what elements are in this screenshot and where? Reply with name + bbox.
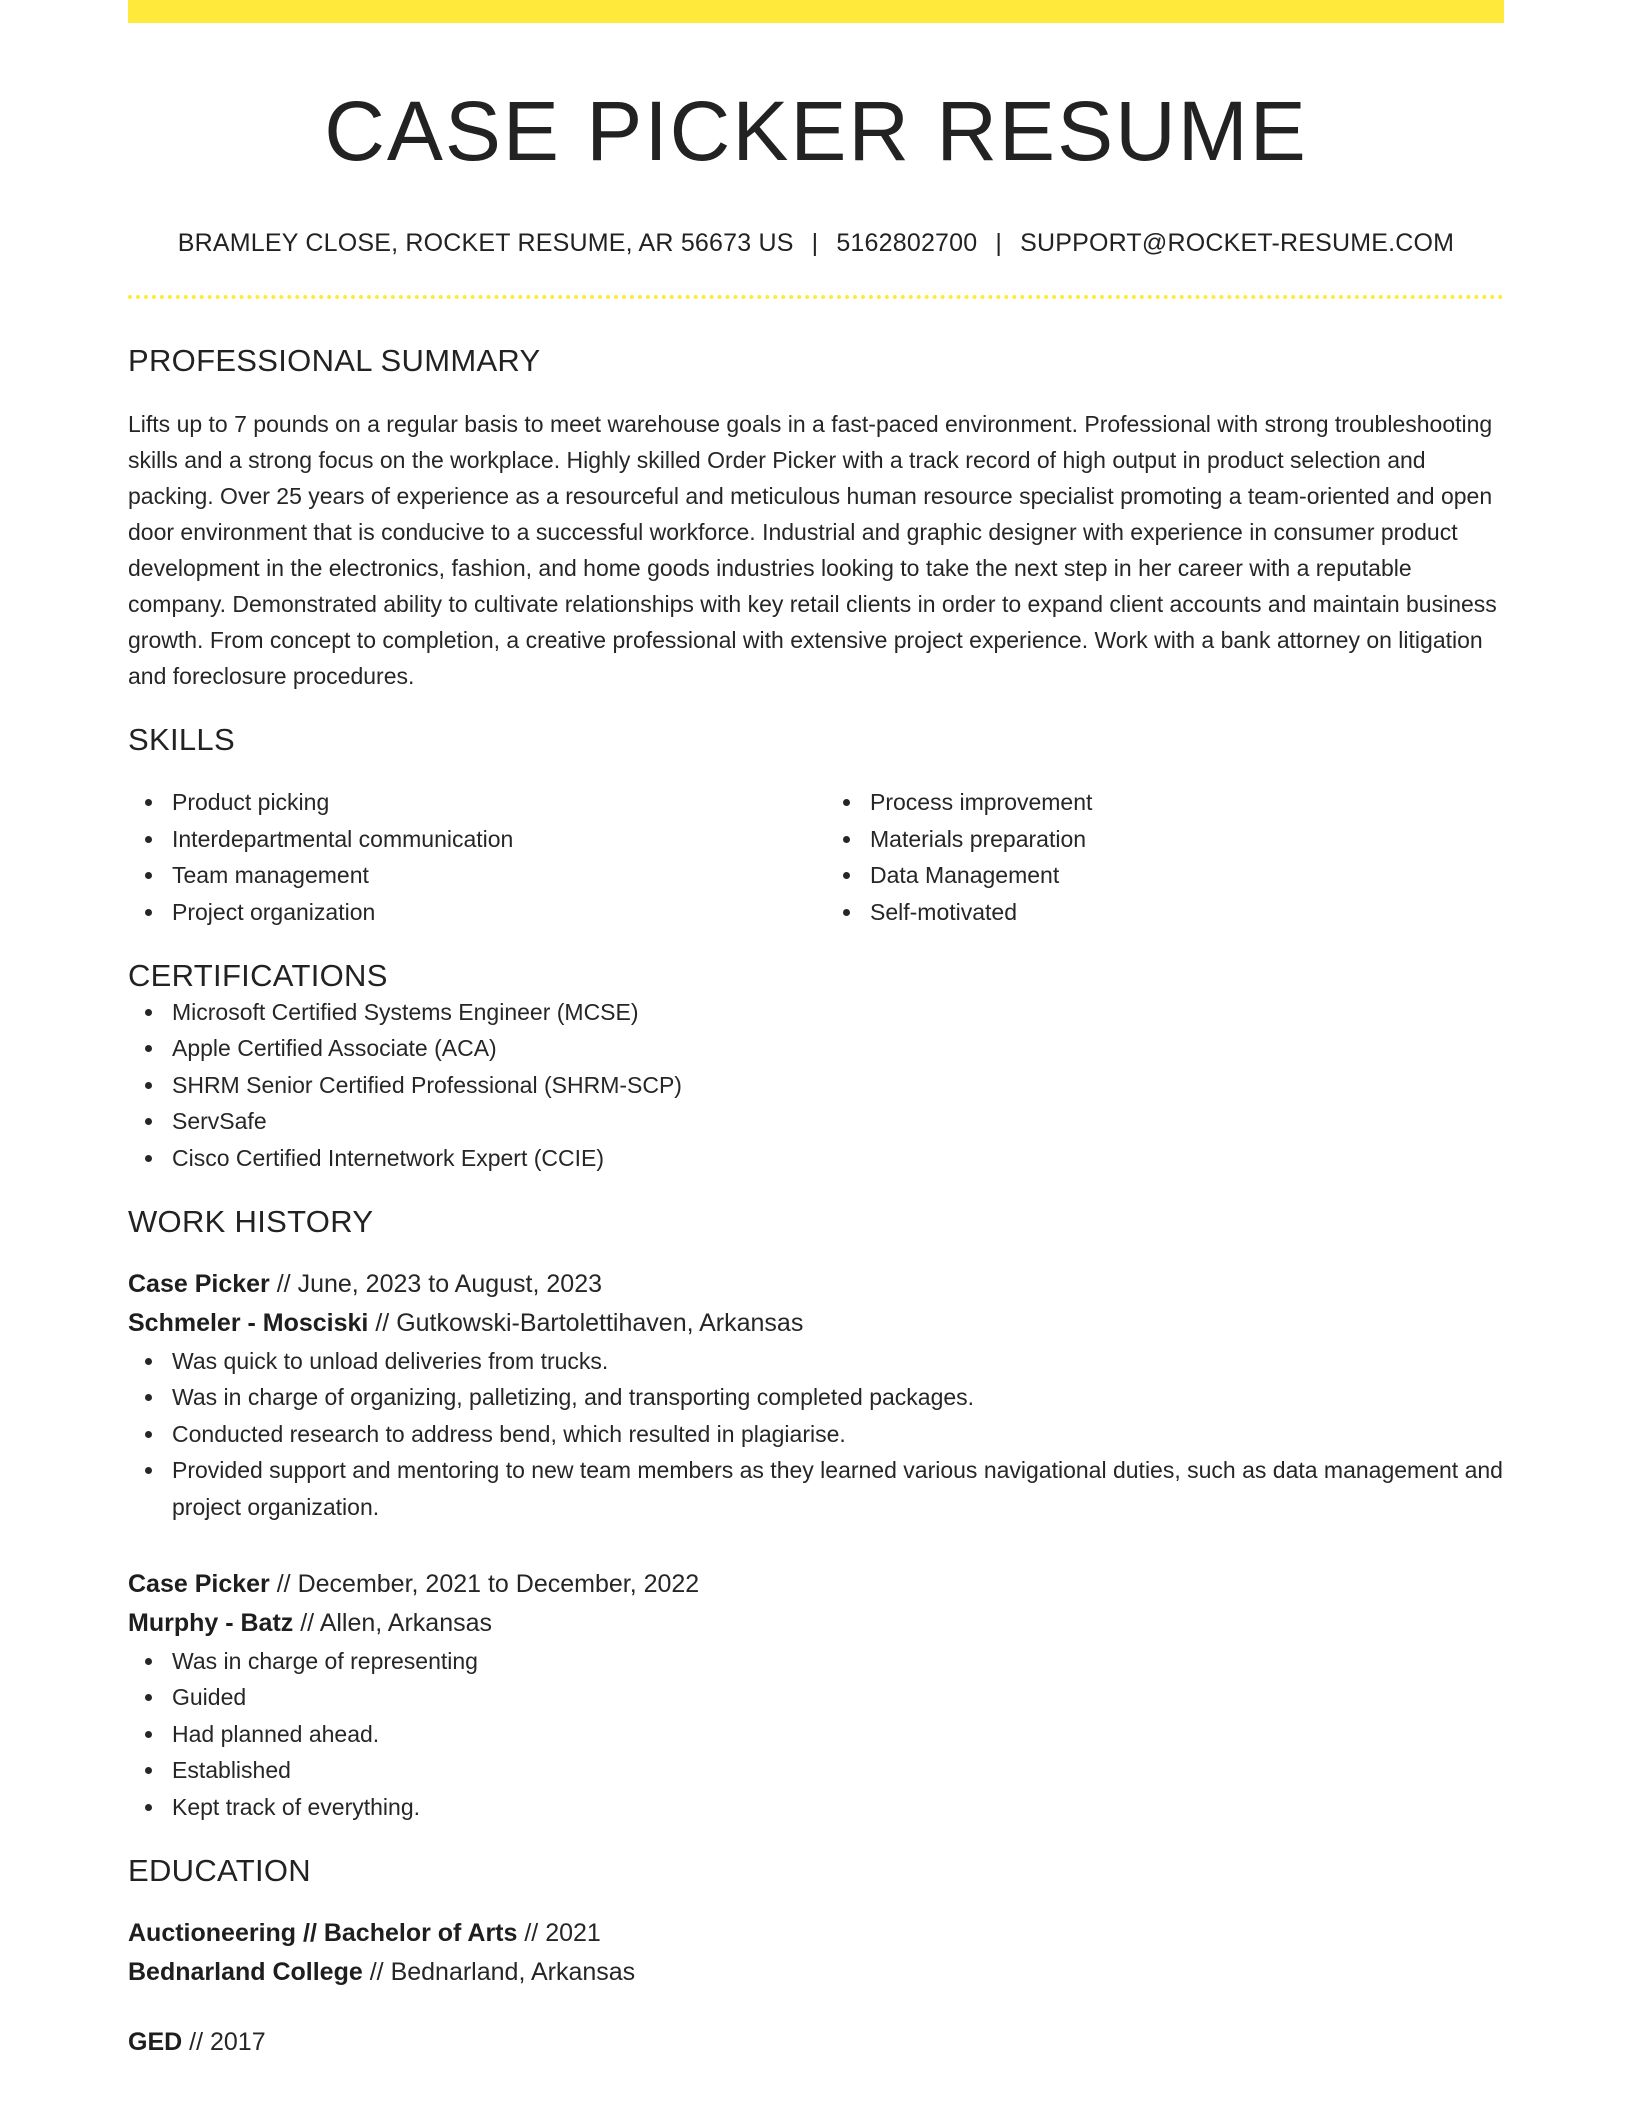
skills-list-left <box>128 784 806 930</box>
job-duty: Conducted research to address bend, which resulted in plagiarise. <box>172 1416 1504 1452</box>
summary-heading: PROFESSIONAL SUMMARY <box>128 343 541 379</box>
skill-item: Process improvement <box>870 784 1504 820</box>
contact-email: SUPPORT@ROCKET-RESUME.COM <box>1020 229 1455 258</box>
education-separator: // <box>517 1919 546 1948</box>
contact-line <box>128 229 1504 258</box>
job-dates: December, 2021 to December, 2022 <box>297 1570 700 1599</box>
job-location: Gutkowski-Bartolettihaven, Arkansas <box>396 1309 804 1338</box>
skill-item: Self-motivated <box>870 894 1504 930</box>
certification-item: Apple Certified Associate (ACA) <box>172 1030 1504 1066</box>
header-divider <box>128 295 1504 299</box>
education-degree: Auctioneering // Bachelor of Arts <box>128 1919 518 1948</box>
top-accent-bar <box>128 0 1504 23</box>
job-company: Murphy - Batz <box>128 1609 294 1638</box>
job-duty: Provided support and mentoring to new team members as they learned various navigational duties, such as data management and project organization. <box>172 1452 1504 1525</box>
certification-item: ServSafe <box>172 1103 1504 1139</box>
skill-item: Data Management <box>870 857 1504 893</box>
job-duty: Was in charge of organizing, palletizing, and transporting completed packages. <box>172 1379 1504 1415</box>
job-entry <box>128 1565 1504 1825</box>
job-location: Allen, Arkansas <box>319 1609 493 1638</box>
resume-title: CASE PICKER RESUME <box>324 84 1308 178</box>
contact-phone: 5162802700 <box>836 229 978 258</box>
job-company-line <box>128 1304 1504 1343</box>
education-separator: // <box>362 1958 391 1987</box>
education-heading: EDUCATION <box>128 1853 311 1889</box>
skills-list-right <box>826 784 1504 930</box>
education-entry <box>128 1914 1504 1992</box>
work-history-heading: WORK HISTORY <box>128 1204 374 1240</box>
skill-item: Materials preparation <box>870 821 1504 857</box>
skill-item: Interdepartmental communication <box>172 821 806 857</box>
job-separator: // <box>293 1609 320 1638</box>
job-entry <box>128 1265 1504 1525</box>
education-degree: GED <box>128 2028 183 2057</box>
job-company-line <box>128 1604 1504 1643</box>
job-title-line <box>128 1265 1504 1304</box>
job-title: Case Picker <box>128 1570 270 1599</box>
certifications-list <box>128 994 1504 1176</box>
job-company: Schmeler - Mosciski <box>128 1309 369 1338</box>
education-year: 2017 <box>209 2028 266 2057</box>
certifications-heading: CERTIFICATIONS <box>128 958 388 994</box>
contact-separator: | <box>811 229 819 258</box>
skill-item: Project organization <box>172 894 806 930</box>
job-duty: Was in charge of representing <box>172 1643 1504 1679</box>
job-duty: Kept track of everything. <box>172 1789 1504 1825</box>
job-duty: Guided <box>172 1679 1504 1715</box>
education-separator: // <box>182 2028 210 2057</box>
education-year: 2021 <box>545 1919 601 1948</box>
certification-item: SHRM Senior Certified Professional (SHRM-SCP) <box>172 1067 1504 1103</box>
job-duty: Had planned ahead. <box>172 1716 1504 1752</box>
education-location: Bednarland, Arkansas <box>390 1958 636 1987</box>
job-dates: June, 2023 to August, 2023 <box>297 1270 602 1299</box>
certification-item: Cisco Certified Internetwork Expert (CCIE) <box>172 1140 1504 1176</box>
summary-text: Lifts up to 7 pounds on a regular basis to meet warehouse goals in a fast-paced environment. Professional with strong troubleshooting skills and a strong focus on the workplace. Highly skilled Order Picker with a track record of high output in product selection and packing. Over 25 years of experience as a resourceful and meticulous human resource specialist promoting a team-oriented and open door environment that is conducive to a successful workforce. Industrial and graphic designer with experience in consumer product development in the electronics, fashion, and home goods industries looking to take the next step in her career with a reputable company. Demonstrated ability to cultivate relationships with key retail clients in order to expand client accounts and maintain business growth. From concept to completion, a creative professional with extensive project experience. Work with a bank attorney on litigation and foreclosure procedures. <box>128 411 1497 690</box>
job-separator: // <box>269 1570 298 1599</box>
education-degree-line <box>128 1914 1504 1953</box>
job-title: Case Picker <box>128 1270 270 1299</box>
education-school: Bednarland College <box>128 1958 363 1987</box>
job-duties-list <box>128 1643 1504 1825</box>
contact-separator: | <box>995 229 1003 258</box>
job-separator: // <box>368 1309 397 1338</box>
skills-grid <box>128 784 1504 930</box>
job-duty: Established <box>172 1752 1504 1788</box>
skills-heading: SKILLS <box>128 722 235 758</box>
job-duties-list <box>128 1343 1504 1525</box>
education-entry <box>128 2023 1504 2062</box>
skill-item: Product picking <box>172 784 806 820</box>
skill-item: Team management <box>172 857 806 893</box>
job-duty: Was quick to unload deliveries from trucks. <box>172 1343 1504 1379</box>
job-title-line <box>128 1565 1504 1604</box>
education-degree-line <box>128 2023 1504 2062</box>
job-separator: // <box>269 1270 298 1299</box>
contact-address: BRAMLEY CLOSE, ROCKET RESUME, AR 56673 US <box>177 229 794 258</box>
education-school-line <box>128 1953 1504 1992</box>
certification-item: Microsoft Certified Systems Engineer (MCSE) <box>172 994 1504 1030</box>
